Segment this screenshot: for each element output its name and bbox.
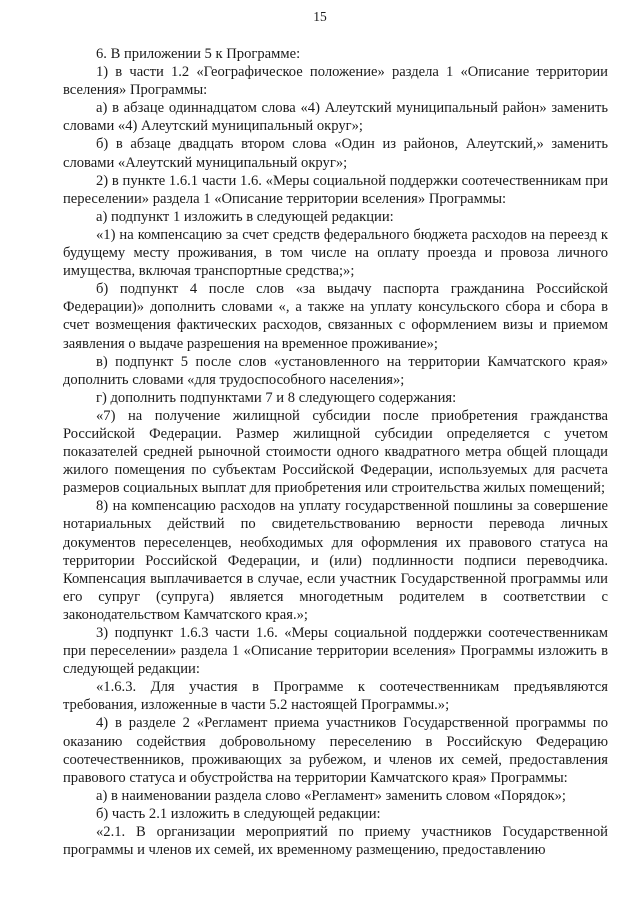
paragraph: б) в абзаце двадцать втором слова «Один из районов, Алеутский,» заменить словами «Алеутский муниципальный округ»; [63, 136, 608, 171]
paragraph: а) в абзаце одиннадцатом слова «4) Алеутский муниципальный район» заменить словами «4) Алеутский муниципальный округ»; [63, 100, 608, 135]
page-number: 15 [313, 9, 327, 24]
paragraph: в) подпункт 5 после слов «установленного на территории Камчатского края» дополнить словами «для трудоспособного населения»; [63, 353, 608, 388]
paragraph: б) подпункт 4 после слов «за выдачу паспорта гражданина Российской Федерации)» дополнить словами «, а также на уплату консульского сбора и сбора в счет возмещения фактических расходов, связанных с оформлением визы и приемом заявления о выдаче разрешения на временное проживание»; [63, 281, 608, 352]
paragraph: а) в наименовании раздела слово «Регламент» заменить словом «Порядок»; [96, 787, 566, 804]
document-body [63, 45, 608, 859]
paragraph: 1) в части 1.2 «Географическое положение» раздела 1 «Описание территории вселения» Программы: [63, 64, 608, 99]
paragraph: 3) подпункт 1.6.3 части 1.6. «Меры социальной поддержки соотечественникам при переселении» раздела 1 «Описание территории вселения» Программы изложить в следующей редакции: [63, 625, 608, 678]
paragraph: «1.6.3. Для участия в Программе к соотечественникам предъявляются требования, изложенные в части 5.2 настоящей Программы.»; [63, 679, 608, 714]
paragraph: 2) в пункте 1.6.1 части 1.6. «Меры социальной поддержки соотечественникам при переселении» раздела 1 «Описание территории вселения» Программы: [63, 172, 608, 207]
paragraph: «7) на получение жилищной субсидии после приобретения гражданства Российской Федерации. Размер жилищной субсидии определяется с учетом показателей средней рыночной стоимости одного квадратного метра общей площади жилого помещения по субъектам Российской Федерации, используемых для расчета размеров социальных выплат для приобретения или строительства жилых помещений; [63, 407, 608, 497]
paragraph: «1) на компенсацию за счет средств федерального бюджета расходов на переезд к будущему месту проживания, в том числе на оплату проезда и провоза личного имущества, включая транспортные средства;»; [63, 226, 608, 280]
paragraph: «2.1. В организации мероприятий по приему участников Государственной программы и членов их семей, их временному размещению, предоставлению [63, 824, 608, 859]
paragraph: 6. В приложении 5 к Программе: [96, 46, 301, 62]
paragraph: 8) на компенсацию расходов на уплату государственной пошлины за совершение нотариальных действий по свидетельствованию верности перевода личных документов переселенцев, необходимых для оформления их правового статуса на территории Российской Федерации, и (или) подлинности подписи переводчика. Компенсация выплачивается в случае, если участник Государственной программы или его супруг (супруга) является многодетным родителем в соответствии с законодательством Камчатского края.»; [63, 498, 608, 623]
paragraph: б) часть 2.1 изложить в следующей редакции: [96, 805, 381, 822]
paragraph: а) подпункт 1 изложить в следующей редакции: [96, 208, 394, 225]
paragraph: г) дополнить подпунктами 7 и 8 следующего содержания: [96, 389, 457, 406]
paragraph: 4) в разделе 2 «Регламент приема участников Государственной программы по оказанию содействия добровольному переселению в Российскую Федерацию соотечественников, проживающих за рубежом, и членов их семей, предоставления правового статуса и обустройства на территории Камчатского края» Программы: [63, 715, 608, 786]
